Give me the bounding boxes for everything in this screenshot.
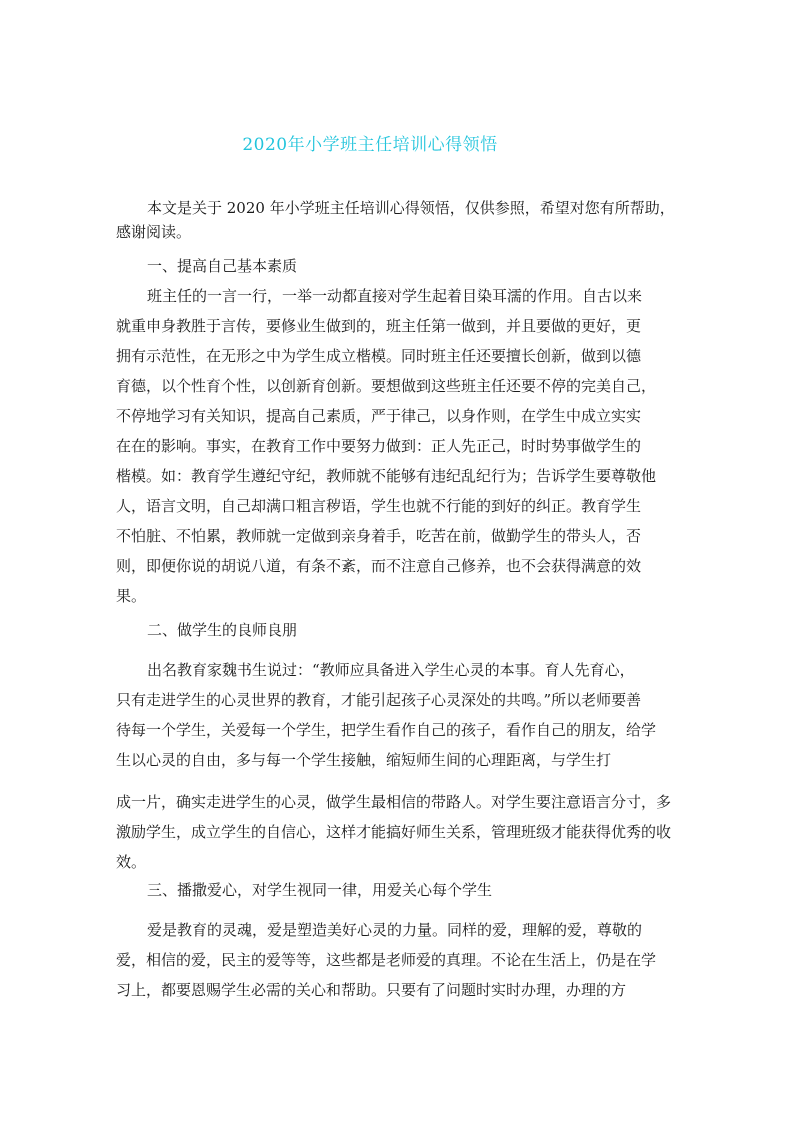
paragraph-line: 出名教育家魏书生说过：“教师应具备进入学生心灵的本事。育人先育心， <box>147 661 635 679</box>
paragraph-line: 爱是教育的灵魂，爱是塑造美好心灵的力量。同样的爱，理解的爱，尊敬的 <box>147 921 643 939</box>
paragraph-line: 拥有示范性，在无形之中为学生成立楷模。同时班主任还要擅长创新，做到以德 <box>116 347 642 365</box>
paragraph-line: 激励学生，成立学生的自信心，这样才能搞好师生关系，管理班级才能获得优秀的收 <box>116 823 672 841</box>
paragraph-line: 不停地学习有关知识，提高自己素质，严于律己，以身作则，在学生中成立实实 <box>116 407 642 425</box>
paragraph-line: 只有走进学生的心灵世界的教育，才能引起孩子心灵深处的共鸣。”所以老师要善 <box>116 691 642 709</box>
paragraph-line: 育德，以个性育个性，以创新育创新。要想做到这些班主任还要不停的完美自己， <box>116 377 657 395</box>
section-heading: 一、提高自己基本素质 <box>147 257 298 275</box>
paragraph-line: 成一片，确实走进学生的心灵，做学生最相信的带路人。对学生要注意语言分寸，多 <box>116 793 672 811</box>
document-title: 2020年小学班主任培训心得领悟 <box>242 135 498 155</box>
paragraph-line: 效。 <box>116 853 147 871</box>
paragraph-line: 生以心灵的自由，多与每一个学生接触，缩短师生间的心理距离，与学生打 <box>116 751 612 769</box>
paragraph-line: 本文是关于 2020 年小学班主任培训心得领悟，仅供参照，希望对您有所帮助， <box>147 199 675 217</box>
paragraph-line: 则，即便你说的胡说八道，有条不紊，而不注意自己修养，也不会获得满意的效 <box>116 557 642 575</box>
paragraph-line: 班主任的一言一行，一举一动都直接对学生起着目染耳濡的作用。自古以来 <box>147 287 643 305</box>
paragraph-line: 感谢阅读。 <box>116 223 192 241</box>
paragraph-line: 待每一个学生，关爱每一个学生，把学生看作自己的孩子，看作自己的朋友，给学 <box>116 721 657 739</box>
paragraph-line: 人，语言文明，自己却满口粗言秽语，学生也就不行能的到好的纠正。教育学生 <box>116 497 642 515</box>
paragraph-line: 不怕脏、不怕累，教师就一定做到亲身着手，吃苦在前，做勤学生的带头人，否 <box>116 527 642 545</box>
paragraph-line: 爱，相信的爱，民主的爱等等，这些都是老师爱的真理。不论在生活上，仍是在学 <box>116 951 657 969</box>
section-heading: 三、播撒爱心，对学生视同一律，用爱关心每个学生 <box>147 881 493 899</box>
paragraph-line: 果。 <box>116 587 147 605</box>
paragraph-line: 在在的影响。事实，在教育工作中要努力做到：正人先正己，时时势事做学生的 <box>116 437 642 455</box>
paragraph-line: 就重申身教胜于言传，要修业生做到的，班主任第一做到，并且要做的更好，更 <box>116 317 642 335</box>
paragraph-line: 楷模。如：教育学生遵纪守纪，教师就不能够有违纪乱纪行为；告诉学生要尊敬他 <box>116 467 657 485</box>
paragraph-line: 习上，都要恩赐学生必需的关心和帮助。只要有了问题时实时办理，办理的方 <box>116 981 627 999</box>
section-heading: 二、做学生的良师良朋 <box>147 621 298 639</box>
